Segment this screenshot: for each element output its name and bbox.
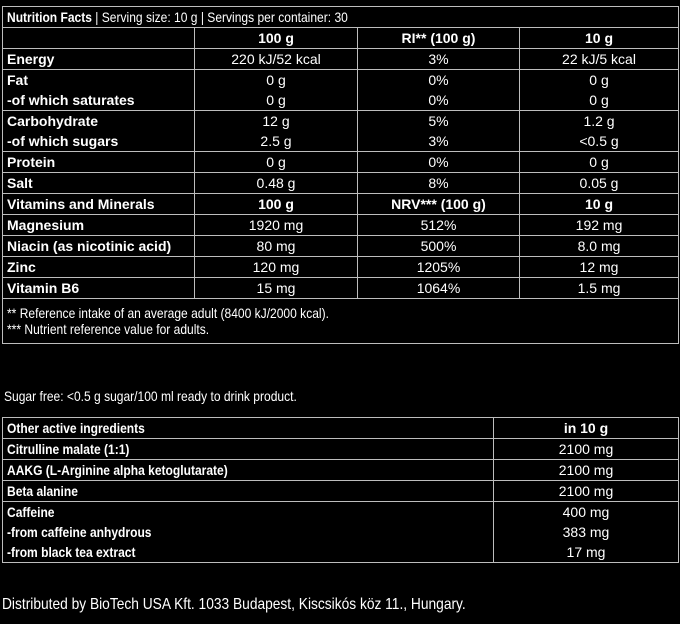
ingredient-amount: 2100 mg [558,462,614,478]
ingredient-name-cell [3,460,494,481]
vitamin-nrv: 512% [358,215,520,236]
ingredient-amount: 400 mg [562,504,610,520]
ingredient-amount: 17 mg [566,544,606,560]
ingredient-group-row [3,460,679,481]
sugar-free-note: Sugar free: <0.5 g sugar/100 ml ready to drink product. [4,388,297,404]
nutrient-name-cell [3,152,195,173]
vitamins-header-label: Vitamins and Minerals [3,194,195,215]
value-per-100g: 0 g [266,92,286,108]
value-per-10g: 1.2 g [583,113,615,129]
nutrient-group-row [3,70,679,111]
footnote: ** Reference intake of an average adult (8400 kJ/2000 kcal). [7,305,329,321]
ingredient-group-row [3,502,679,563]
vitamin-per-100g: 1920 mg [195,215,358,236]
active-header-label: Other active ingredients [3,418,494,439]
ingredient-group-row [3,481,679,502]
nutrient-name: Fat [7,72,28,88]
nutrient-name-cell [3,111,195,152]
vitamins-header-nrv: NRV*** (100 g) [358,194,520,215]
vitamin-name: Niacin (as nicotinic acid) [3,236,195,257]
footnotes-cell [3,299,679,344]
ri-percent: 3% [428,133,449,149]
header-label [3,28,195,49]
ingredient-name: Beta alanine [7,483,78,499]
footnote: *** Nutrient reference value for adults. [7,321,210,337]
nutrient-group-row [3,111,679,152]
ingredient-name-cell [3,481,494,502]
ingredient-amount-cell [494,481,679,502]
vitamin-row [3,278,679,299]
ri-percent-cell [358,49,520,70]
ri-percent: 3% [428,51,449,67]
vitamin-row [3,236,679,257]
ri-percent: 8% [428,175,449,191]
value-per-100g: 2.5 g [260,133,292,149]
ingredient-name: -from black tea extract [7,544,136,560]
value-per-100g: 0 g [266,72,286,88]
vitamin-per-10g: 1.5 mg [520,278,679,299]
value-per-100g: 220 kJ/52 kcal [231,51,321,67]
nutrient-name: Carbohydrate [7,113,99,129]
value-per-10g-cell [520,49,679,70]
ri-percent: 0% [428,72,449,88]
active-header-amount: in 10 g [494,418,679,439]
vitamin-name: Vitamin B6 [3,278,195,299]
ingredient-group-row [3,439,679,460]
active-ingredients-table [2,417,679,563]
ri-percent: 0% [428,92,449,108]
vitamin-per-10g: 192 mg [520,215,679,236]
vitamin-per-100g: 15 mg [195,278,358,299]
value-per-10g-cell [520,111,679,152]
nutrition-header-row [3,28,679,49]
ingredient-amount: 2100 mg [558,441,614,457]
title-separator: | [91,9,102,25]
vitamin-nrv: 500% [358,236,520,257]
nutrient-group-row [3,152,679,173]
ingredient-amount-cell [494,439,679,460]
value-per-100g-cell [195,152,358,173]
nutrition-facts-table [2,6,679,344]
vitamins-header-row [3,194,679,215]
vitamin-per-100g: 120 mg [195,257,358,278]
vitamin-per-10g: 8.0 mg [520,236,679,257]
value-per-10g-cell [520,152,679,173]
nutrient-name-cell [3,173,195,194]
value-per-10g: 22 kJ/5 kcal [562,51,636,67]
distributor-info: Distributed by BioTech USA Kft. 1033 Budapest, Kiscsikós köz 11., Hungary. [2,596,466,613]
vitamin-per-10g: 12 mg [520,257,679,278]
vitamin-nrv: 1205% [358,257,520,278]
ri-percent-cell [358,111,520,152]
vitamins-header-10g: 10 g [520,194,679,215]
ingredient-amount-cell [494,460,679,481]
nutrient-name: -of which saturates [7,92,135,108]
value-per-10g: 0.05 g [579,175,619,191]
value-per-100g-cell [195,111,358,152]
vitamin-per-100g: 80 mg [195,236,358,257]
nutrition-title: Nutrition Facts [7,9,92,25]
active-header-row [3,418,679,439]
ingredient-name: Caffeine [7,504,55,520]
vitamin-row [3,257,679,278]
value-per-10g: 0 g [589,154,609,170]
value-per-100g-cell [195,49,358,70]
ingredient-amount-cell [494,502,679,563]
nutrition-title-row [3,7,679,28]
ri-percent-cell [358,173,520,194]
value-per-100g: 12 g [262,113,290,129]
value-per-10g: 0 g [589,92,609,108]
footnotes-row [3,299,679,344]
value-per-10g-cell [520,70,679,111]
vitamin-nrv: 1064% [358,278,520,299]
ingredient-name-cell [3,502,494,563]
header-ri: RI** (100 g) [358,28,520,49]
value-per-10g: 0 g [589,72,609,88]
ingredient-name: -from caffeine anhydrous [7,524,152,540]
nutrient-name: Protein [7,154,56,170]
header-per-10g: 10 g [520,28,679,49]
vitamin-row [3,215,679,236]
ingredient-name-cell [3,439,494,460]
ri-percent: 0% [428,154,449,170]
nutrient-name: Energy [7,51,55,67]
vitamin-name: Zinc [3,257,195,278]
value-per-100g-cell [195,70,358,111]
ri-percent-cell [358,70,520,111]
header-per-100g: 100 g [195,28,358,49]
ri-percent: 5% [428,113,449,129]
vitamins-header-100g: 100 g [195,194,358,215]
ingredient-name: AAKG (L-Arginine alpha ketoglutarate) [7,462,228,478]
nutrient-name-cell [3,49,195,70]
ingredient-amount: 383 mg [562,524,610,540]
value-per-100g: 0.48 g [256,175,296,191]
nutrition-title-cell [3,7,679,28]
value-per-10g: <0.5 g [579,133,619,149]
nutrient-group-row [3,173,679,194]
ingredient-name: Citrulline malate (1:1) [7,441,130,457]
ri-percent-cell [358,152,520,173]
serving-info: Serving size: 10 g | Servings per container: 30 [101,9,348,25]
nutrient-name: -of which sugars [7,133,119,149]
vitamin-name: Magnesium [3,215,195,236]
nutrient-group-row [3,49,679,70]
value-per-100g: 0 g [266,154,286,170]
ingredient-amount: 2100 mg [558,483,614,499]
value-per-10g-cell [520,173,679,194]
value-per-100g-cell [195,173,358,194]
nutrient-name-cell [3,70,195,111]
nutrient-name: Salt [7,175,33,191]
